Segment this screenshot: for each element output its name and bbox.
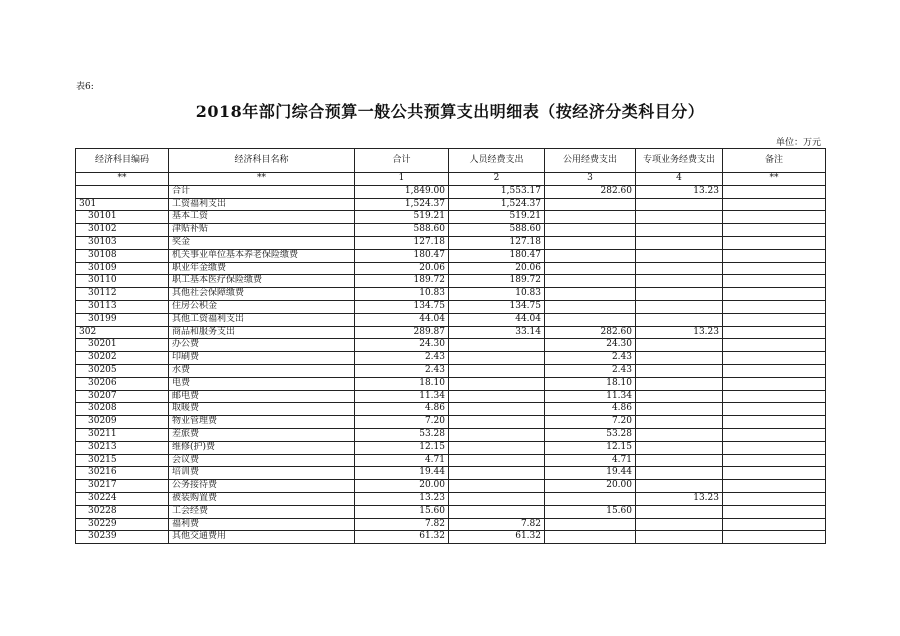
total-amount-cell: 519.21 [355, 211, 449, 224]
table-row [76, 236, 826, 249]
table-row [76, 364, 826, 377]
table-row [76, 300, 826, 313]
personnel-expense-cell: 20.06 [449, 262, 545, 275]
personnel-expense-cell: 180.47 [449, 249, 545, 262]
public-expense-cell [545, 518, 636, 531]
total-amount-cell: 4.71 [355, 454, 449, 467]
note-cell [723, 262, 826, 275]
note-cell [723, 441, 826, 454]
header-cell: 人员经费支出 [449, 149, 545, 173]
special-expense-cell: 13.23 [636, 326, 723, 339]
economic-name-cell: 工会经费 [169, 505, 355, 518]
personnel-expense-cell: 61.32 [449, 531, 545, 544]
note-cell [723, 416, 826, 429]
table-row [76, 313, 826, 326]
economic-name-cell: 被装购置费 [169, 492, 355, 505]
economic-name-cell: 其他社会保障缴费 [169, 288, 355, 301]
public-expense-cell [545, 275, 636, 288]
total-amount-cell: 127.18 [355, 236, 449, 249]
personnel-expense-cell: 1,553.17 [449, 185, 545, 198]
personnel-expense-cell [449, 505, 545, 518]
total-amount-cell: 11.34 [355, 390, 449, 403]
note-cell [723, 236, 826, 249]
personnel-expense-cell [449, 428, 545, 441]
total-amount-cell: 20.00 [355, 480, 449, 493]
economic-name-cell: 差旅费 [169, 428, 355, 441]
header-cell: 公用经费支出 [545, 149, 636, 173]
special-expense-cell [636, 364, 723, 377]
total-amount-cell: 189.72 [355, 275, 449, 288]
table-row [76, 249, 826, 262]
table-row [76, 492, 826, 505]
economic-name-cell: 商品和服务支出 [169, 326, 355, 339]
special-expense-cell [636, 288, 723, 301]
economic-code-cell: 30229 [76, 518, 169, 531]
economic-code-cell: 30112 [76, 288, 169, 301]
economic-code-cell [76, 185, 169, 198]
total-amount-cell: 2.43 [355, 364, 449, 377]
public-expense-cell: 4.71 [545, 454, 636, 467]
special-expense-cell [636, 390, 723, 403]
economic-code-cell: 30217 [76, 480, 169, 493]
special-expense-cell [636, 275, 723, 288]
table-row [76, 416, 826, 429]
public-expense-cell [545, 262, 636, 275]
table-row [76, 390, 826, 403]
economic-code-cell: 30208 [76, 403, 169, 416]
table-row [76, 224, 826, 237]
special-expense-cell [636, 467, 723, 480]
expenditure-table [75, 148, 826, 544]
economic-name-cell: 奖金 [169, 236, 355, 249]
note-cell [723, 403, 826, 416]
table-row [76, 428, 826, 441]
total-amount-cell: 7.82 [355, 518, 449, 531]
special-expense-cell [636, 454, 723, 467]
economic-name-cell: 机关事业单位基本养老保险缴费 [169, 249, 355, 262]
public-expense-cell [545, 531, 636, 544]
table-row [76, 339, 826, 352]
special-expense-cell [636, 198, 723, 211]
header-cell: 备注 [723, 149, 826, 173]
total-amount-cell: 13.23 [355, 492, 449, 505]
index-cell: 1 [355, 173, 449, 186]
total-amount-cell: 44.04 [355, 313, 449, 326]
special-expense-cell [636, 313, 723, 326]
economic-name-cell: 住房公积金 [169, 300, 355, 313]
special-expense-cell [636, 262, 723, 275]
table-row [76, 505, 826, 518]
personnel-expense-cell [449, 441, 545, 454]
public-expense-cell: 282.60 [545, 185, 636, 198]
economic-code-cell: 30206 [76, 377, 169, 390]
total-amount-cell: 15.60 [355, 505, 449, 518]
economic-name-cell: 印刷费 [169, 352, 355, 365]
special-expense-cell [636, 236, 723, 249]
public-expense-cell: 2.43 [545, 364, 636, 377]
note-cell [723, 364, 826, 377]
total-amount-cell: 134.75 [355, 300, 449, 313]
personnel-expense-cell: 134.75 [449, 300, 545, 313]
personnel-expense-cell [449, 403, 545, 416]
special-expense-cell [636, 339, 723, 352]
special-expense-cell [636, 518, 723, 531]
total-amount-cell: 4.86 [355, 403, 449, 416]
header-cell: 专项业务经费支出 [636, 149, 723, 173]
table-row [76, 198, 826, 211]
personnel-expense-cell: 33.14 [449, 326, 545, 339]
header-cell: 经济科目名称 [169, 149, 355, 173]
economic-name-cell: 水费 [169, 364, 355, 377]
table-row [76, 531, 826, 544]
economic-name-cell: 其他交通费用 [169, 531, 355, 544]
economic-code-cell: 30216 [76, 467, 169, 480]
note-cell [723, 300, 826, 313]
personnel-expense-cell: 189.72 [449, 275, 545, 288]
personnel-expense-cell [449, 339, 545, 352]
personnel-expense-cell: 10.83 [449, 288, 545, 301]
economic-name-cell: 职工基本医疗保险缴费 [169, 275, 355, 288]
special-expense-cell [636, 249, 723, 262]
economic-code-cell: 30202 [76, 352, 169, 365]
index-cell: ** [723, 173, 826, 186]
public-expense-cell [545, 249, 636, 262]
table-row [76, 377, 826, 390]
note-cell [723, 492, 826, 505]
index-cell: ** [76, 173, 169, 186]
total-amount-cell: 289.87 [355, 326, 449, 339]
public-expense-cell [545, 300, 636, 313]
personnel-expense-cell: 588.60 [449, 224, 545, 237]
economic-name-cell: 公务接待费 [169, 480, 355, 493]
personnel-expense-cell [449, 467, 545, 480]
economic-name-cell: 基本工资 [169, 211, 355, 224]
note-cell [723, 185, 826, 198]
special-expense-cell [636, 505, 723, 518]
economic-name-cell: 取暖费 [169, 403, 355, 416]
note-cell [723, 377, 826, 390]
economic-code-cell: 301 [76, 198, 169, 211]
note-cell [723, 518, 826, 531]
special-expense-cell [636, 531, 723, 544]
table-row [76, 288, 826, 301]
note-cell [723, 339, 826, 352]
total-amount-cell: 12.15 [355, 441, 449, 454]
header-cell: 合计 [355, 149, 449, 173]
public-expense-cell [545, 236, 636, 249]
personnel-expense-cell [449, 492, 545, 505]
table-header [76, 149, 826, 173]
note-cell [723, 198, 826, 211]
public-expense-cell: 20.00 [545, 480, 636, 493]
public-expense-cell: 18.10 [545, 377, 636, 390]
personnel-expense-cell: 127.18 [449, 236, 545, 249]
personnel-expense-cell [449, 480, 545, 493]
special-expense-cell [636, 441, 723, 454]
note-cell [723, 531, 826, 544]
economic-name-cell: 物业管理费 [169, 416, 355, 429]
public-expense-cell [545, 224, 636, 237]
special-expense-cell: 13.23 [636, 185, 723, 198]
table-row [76, 352, 826, 365]
total-amount-cell: 24.30 [355, 339, 449, 352]
note-cell [723, 313, 826, 326]
personnel-expense-cell [449, 364, 545, 377]
economic-name-cell: 其他工资福利支出 [169, 313, 355, 326]
document-title: 2018年部门综合预算一般公共预算支出明细表（按经济分类科目分） [195, 102, 705, 121]
total-amount-cell: 53.28 [355, 428, 449, 441]
public-expense-cell: 19.44 [545, 467, 636, 480]
economic-code-cell: 302 [76, 326, 169, 339]
note-cell [723, 428, 826, 441]
table-row [76, 403, 826, 416]
special-expense-cell [636, 428, 723, 441]
table-row [76, 467, 826, 480]
table-row [76, 211, 826, 224]
note-cell [723, 288, 826, 301]
economic-name-cell: 工资福利支出 [169, 198, 355, 211]
note-cell [723, 326, 826, 339]
index-cell: 4 [636, 173, 723, 186]
economic-name-cell: 福利费 [169, 518, 355, 531]
note-cell [723, 352, 826, 365]
economic-code-cell: 30211 [76, 428, 169, 441]
personnel-expense-cell: 44.04 [449, 313, 545, 326]
note-cell [723, 505, 826, 518]
personnel-expense-cell: 1,524.37 [449, 198, 545, 211]
personnel-expense-cell [449, 390, 545, 403]
economic-name-cell: 电费 [169, 377, 355, 390]
unit-label: 单位：万元 [775, 138, 821, 148]
note-cell [723, 467, 826, 480]
economic-code-cell: 30108 [76, 249, 169, 262]
economic-name-cell: 邮电费 [169, 390, 355, 403]
total-amount-cell: 2.43 [355, 352, 449, 365]
note-cell [723, 480, 826, 493]
total-amount-cell: 20.06 [355, 262, 449, 275]
public-expense-cell [545, 288, 636, 301]
note-cell [723, 211, 826, 224]
index-cell: 2 [449, 173, 545, 186]
total-amount-cell: 18.10 [355, 377, 449, 390]
note-cell [723, 224, 826, 237]
public-expense-cell: 282.60 [545, 326, 636, 339]
personnel-expense-cell [449, 416, 545, 429]
economic-code-cell: 30199 [76, 313, 169, 326]
economic-code-cell: 30101 [76, 211, 169, 224]
public-expense-cell: 12.15 [545, 441, 636, 454]
public-expense-cell: 7.20 [545, 416, 636, 429]
table-row [76, 262, 826, 275]
total-amount-cell: 1,524.37 [355, 198, 449, 211]
economic-name-cell: 职业年金缴费 [169, 262, 355, 275]
public-expense-cell: 53.28 [545, 428, 636, 441]
note-cell [723, 275, 826, 288]
economic-code-cell: 30209 [76, 416, 169, 429]
note-cell [723, 454, 826, 467]
economic-code-cell: 30102 [76, 224, 169, 237]
public-expense-cell [545, 313, 636, 326]
total-amount-cell: 7.20 [355, 416, 449, 429]
table-row [76, 275, 826, 288]
public-expense-cell: 15.60 [545, 505, 636, 518]
note-cell [723, 390, 826, 403]
economic-name-cell: 会议费 [169, 454, 355, 467]
economic-code-cell: 30201 [76, 339, 169, 352]
total-amount-cell: 180.47 [355, 249, 449, 262]
public-expense-cell: 11.34 [545, 390, 636, 403]
table-row [76, 441, 826, 454]
public-expense-cell [545, 198, 636, 211]
economic-code-cell: 30228 [76, 505, 169, 518]
special-expense-cell [636, 224, 723, 237]
public-expense-cell [545, 492, 636, 505]
table-row [76, 518, 826, 531]
table-row [76, 480, 826, 493]
economic-code-cell: 30113 [76, 300, 169, 313]
personnel-expense-cell: 7.82 [449, 518, 545, 531]
economic-code-cell: 30215 [76, 454, 169, 467]
special-expense-cell: 13.23 [636, 492, 723, 505]
table-body [76, 173, 826, 544]
economic-name-cell: 津贴补贴 [169, 224, 355, 237]
index-cell: 3 [545, 173, 636, 186]
special-expense-cell [636, 403, 723, 416]
economic-code-cell: 30207 [76, 390, 169, 403]
economic-code-cell: 30110 [76, 275, 169, 288]
economic-code-cell: 30213 [76, 441, 169, 454]
economic-code-cell: 30109 [76, 262, 169, 275]
index-cell: ** [169, 173, 355, 186]
personnel-expense-cell: 519.21 [449, 211, 545, 224]
economic-name-cell: 办公费 [169, 339, 355, 352]
public-expense-cell: 4.86 [545, 403, 636, 416]
total-amount-cell: 588.60 [355, 224, 449, 237]
personnel-expense-cell [449, 377, 545, 390]
economic-code-cell: 30205 [76, 364, 169, 377]
table-row [76, 326, 826, 339]
economic-code-cell: 30103 [76, 236, 169, 249]
total-amount-cell: 1,849.00 [355, 185, 449, 198]
total-amount-cell: 10.83 [355, 288, 449, 301]
economic-name-cell: 维修(护)费 [169, 441, 355, 454]
public-expense-cell [545, 211, 636, 224]
special-expense-cell [636, 300, 723, 313]
economic-code-cell: 30239 [76, 531, 169, 544]
economic-name-cell: 合计 [169, 185, 355, 198]
table-number-label: 表6: [76, 82, 94, 92]
note-cell [723, 249, 826, 262]
header-cell: 经济科目编码 [76, 149, 169, 173]
total-amount-cell: 19.44 [355, 467, 449, 480]
table-row [76, 454, 826, 467]
special-expense-cell [636, 377, 723, 390]
personnel-expense-cell [449, 352, 545, 365]
economic-name-cell: 培训费 [169, 467, 355, 480]
total-amount-cell: 61.32 [355, 531, 449, 544]
public-expense-cell: 2.43 [545, 352, 636, 365]
public-expense-cell: 24.30 [545, 339, 636, 352]
special-expense-cell [636, 352, 723, 365]
economic-code-cell: 30224 [76, 492, 169, 505]
special-expense-cell [636, 480, 723, 493]
table-row [76, 185, 826, 198]
special-expense-cell [636, 211, 723, 224]
personnel-expense-cell [449, 454, 545, 467]
index-row [76, 173, 826, 186]
special-expense-cell [636, 416, 723, 429]
